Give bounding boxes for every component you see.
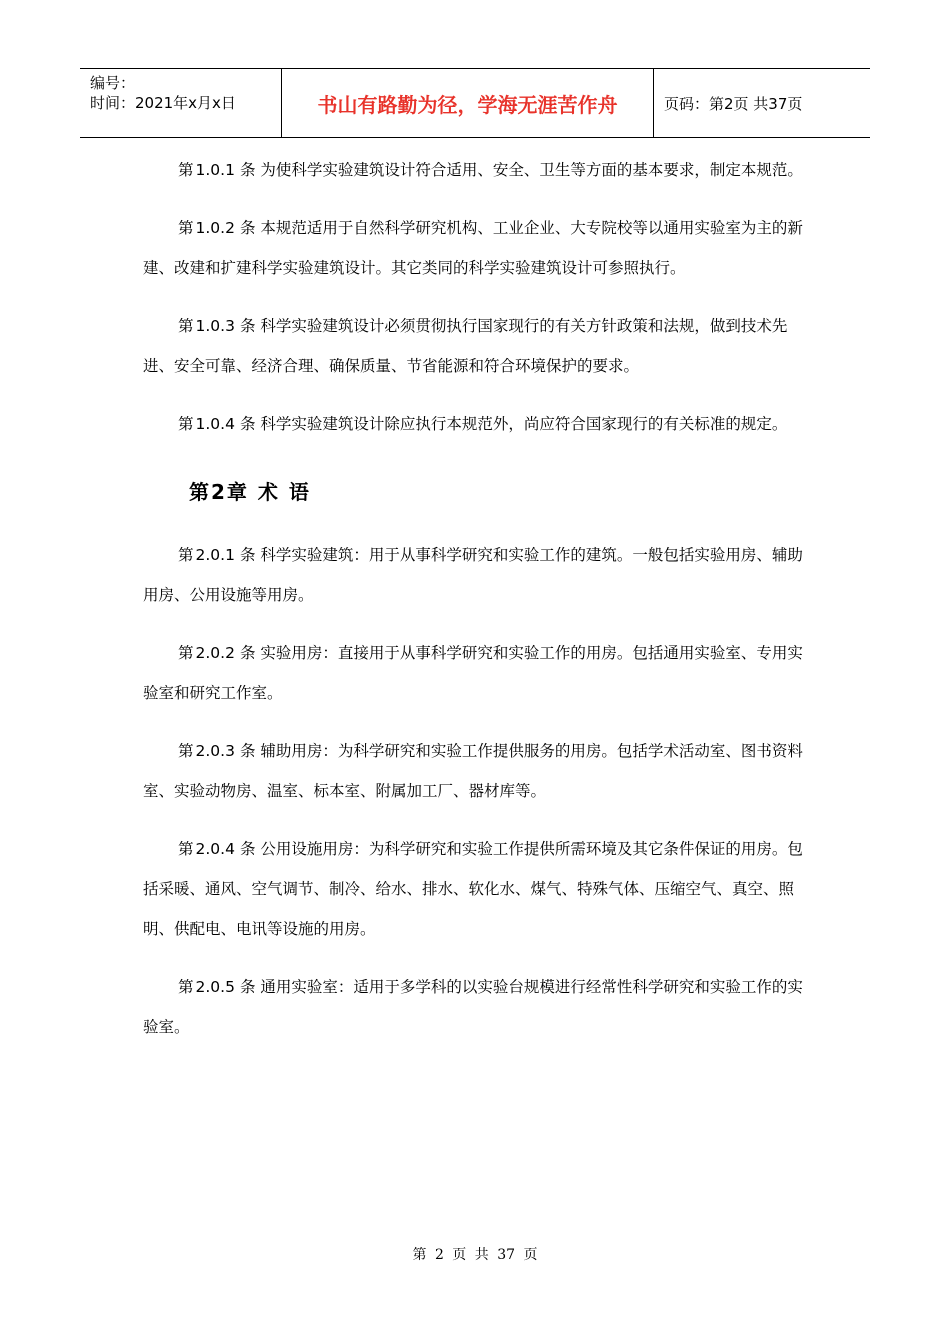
article-suffix: 条 [239,978,256,996]
article-text: 辅助用房：为科学研究和实验工作提供服务的用房。包括学术活动室、图书资料室、实验动物房、温室、标本室、附属加工厂、器材库等。 [143,742,803,800]
article-text: 科学实验建筑设计除应执行本规范外，尚应符合国家现行的有关标准的规定。 [260,415,788,433]
article-text: 实验用房：直接用于从事科学研究和实验工作的用房。包括通用实验室、专用实验室和研究工作室。 [143,644,803,702]
code-label: 编号： [90,74,136,92]
article-1-0-3 [143,306,813,386]
article-suffix: 条 [239,161,256,179]
chapter-2-heading: 第2章 术 语 [189,480,311,504]
article-1-0-2 [143,208,813,288]
article-suffix: 条 [239,317,256,335]
article-suffix: 条 [239,546,256,564]
article-number: 1.0.2 [195,219,235,237]
article-number: 2.0.4 [195,840,235,858]
page-footer: 第 2 页 共 37 页 [412,1247,538,1263]
article-number: 2.0.2 [195,644,235,662]
article-2-0-2 [143,633,813,713]
article-text: 科学实验建筑：用于从事科学研究和实验工作的建筑。一般包括实验用房、辅助用房、公用设施等用房。 [143,546,803,604]
article-text: 通用实验室：适用于多学科的以实验台规模进行经常性科学研究和实验工作的实验室。 [143,978,803,1036]
article-suffix: 条 [239,219,256,237]
article-number: 1.0.4 [195,415,235,433]
article-prefix: 第 [178,742,194,760]
page-header [80,68,870,138]
article-prefix: 第 [178,546,194,564]
article-number: 2.0.1 [195,546,235,564]
article-2-0-5 [143,967,813,1047]
page-info-text: 页码：第2页 共37页 [664,94,803,113]
article-prefix: 第 [178,219,194,237]
article-text: 公用设施用房：为科学研究和实验工作提供所需环境及其它条件保证的用房。包括采暖、通风、空气调节、制冷、给水、排水、软化水、煤气、特殊气体、压缩空气、真空、照明、供配电、电讯等设施的用房。 [143,840,803,938]
article-prefix: 第 [178,840,194,858]
article-2-0-1 [143,535,813,615]
article-suffix: 条 [239,742,256,760]
motto-text: 书山有路勤为径，学海无涯苦作舟 [317,92,618,117]
article-text: 本规范适用于自然科学研究机构、工业企业、大专院校等以通用实验室为主的新建、改建和扩建科学实验建筑设计。其它类同的科学实验建筑设计可参照执行。 [143,219,803,277]
document-body [143,150,813,1065]
article-prefix: 第 [178,644,194,662]
motto-cell [281,69,654,137]
article-prefix: 第 [178,415,194,433]
article-1-0-1 [143,150,813,190]
header-left-cell [80,69,281,137]
time-text: 时间：2021年x月x日 [90,94,236,112]
article-number: 2.0.5 [195,978,235,996]
article-suffix: 条 [239,415,256,433]
article-prefix: 第 [178,161,194,179]
article-text: 为使科学实验建筑设计符合适用、安全、卫生等方面的基本要求，制定本规范。 [260,161,803,179]
article-suffix: 条 [239,840,256,858]
article-number: 1.0.1 [195,161,235,179]
article-text: 科学实验建筑设计必须贯彻执行国家现行的有关方针政策和法规，做到技术先进、安全可靠、经济合理、确保质量、节省能源和符合环境保护的要求。 [143,317,788,375]
article-number: 1.0.3 [195,317,235,335]
article-2-0-3 [143,731,813,811]
article-2-0-4 [143,829,813,949]
article-prefix: 第 [178,317,194,335]
article-1-0-4 [143,404,813,444]
article-suffix: 条 [239,644,256,662]
article-number: 2.0.3 [195,742,235,760]
page-info-cell [654,69,870,137]
article-prefix: 第 [178,978,194,996]
